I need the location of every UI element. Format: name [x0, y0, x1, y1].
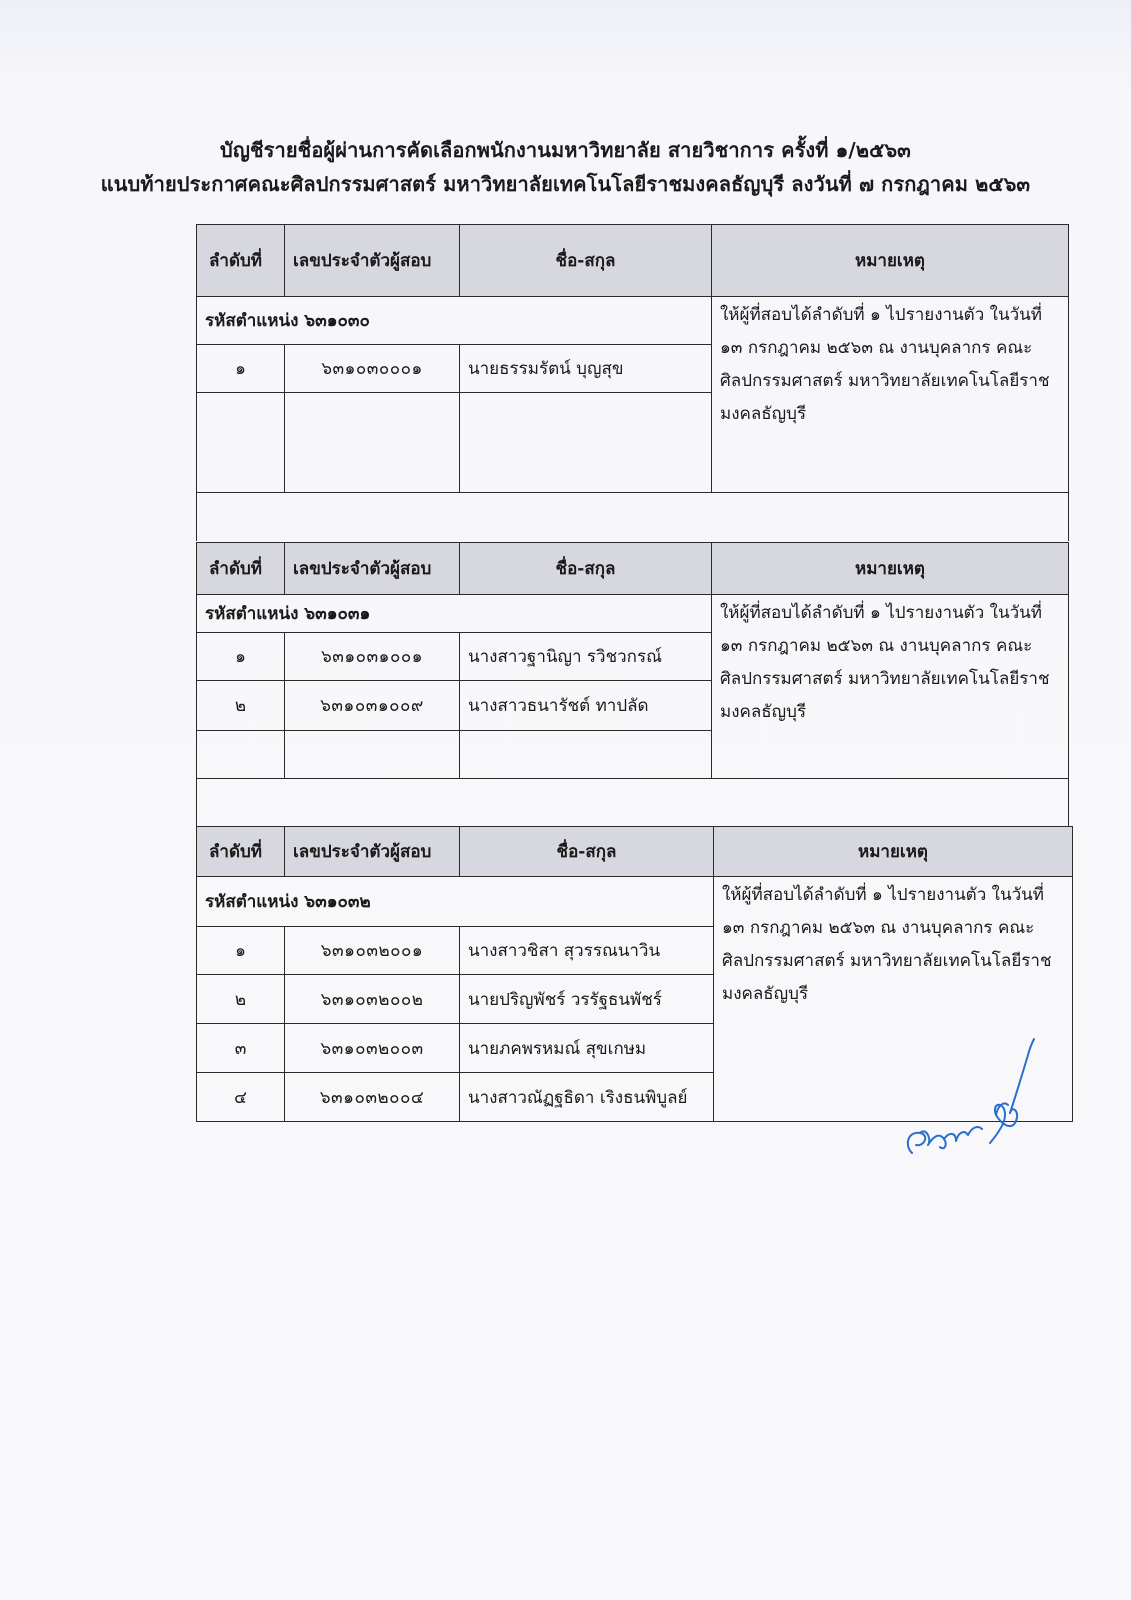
column-header-remark: หมายเหตุ: [712, 225, 1069, 297]
document-title: บัญชีรายชื่อผู้ผ่านการคัดเลือกพนักงานมหาวิทยาลัย สายวิชาการ ครั้งที่ ๑/๒๕๖๓: [220, 138, 911, 162]
candidate-name: นายปริญพัชร์ วรรัฐธนพัชร์: [460, 975, 714, 1024]
column-header-id: เลขประจำตัวผู้สอบ: [285, 543, 460, 595]
candidate-name: นางสาวณัฏฐธิดา เริงธนพิบูลย์: [460, 1073, 714, 1122]
column-header-remark: หมายเหตุ: [714, 827, 1073, 877]
results-table-2: [196, 542, 1069, 827]
candidate-name: นายภคพรหมณ์ สุขเกษม: [460, 1024, 714, 1073]
table-header-row: [197, 543, 1069, 595]
position-code-row: รหัสตำแหน่ง ๖๓๑๐๓๑: [197, 595, 712, 633]
candidate-id: ๖๓๑๐๓๒๐๐๒: [285, 975, 460, 1024]
row-number: ๑: [197, 345, 285, 393]
row-number: ๒: [197, 681, 285, 731]
column-header-no: ลำดับที่: [197, 543, 285, 595]
row-number: ๑: [197, 927, 285, 975]
candidate-id: ๖๓๑๐๓๒๐๐๑: [285, 927, 460, 975]
position-code-row: รหัสตำแหน่ง ๖๓๑๐๓๒: [197, 877, 714, 927]
candidate-name: นายธรรมรัตน์ บุญสุข: [460, 345, 712, 393]
column-header-name: ชื่อ-สกุล: [460, 827, 714, 877]
table-header-row: [197, 225, 1069, 297]
column-header-name: ชื่อ-สกุล: [460, 543, 712, 595]
candidate-name: นางสาวชิสา สุวรรณนาวิน: [460, 927, 714, 975]
candidate-id: ๖๓๑๐๓๑๐๐๙: [285, 681, 460, 731]
remark-cell: ให้ผู้ที่สอบได้ลำดับที่ ๑ ไปรายงานตัว ในวันที่ ๑๓ กรกฎาคม ๒๕๖๓ ณ งานบุคลากร คณะศิลปกรรมศาสตร์ มหาวิทยาลัยเทคโนโลยีราชมงคลธัญบุรี: [714, 877, 1073, 1122]
row-number: ๔: [197, 1073, 285, 1122]
document-subtitle: แนบท้ายประกาศคณะศิลปกรรมศาสตร์ มหาวิทยาลัยเทคโนโลยีราชมงคลธัญบุรี ลงวันที่ ๗ กรกฎาคม ๒๕๖๓: [100, 172, 1031, 196]
column-header-id: เลขประจำตัวผู้สอบ: [285, 225, 460, 297]
handwritten-signature: [900, 1035, 1040, 1165]
candidate-id: ๖๓๑๐๓๐๐๐๑: [285, 345, 460, 393]
candidate-name: นางสาวธนารัชต์ ทาปลัด: [460, 681, 712, 731]
spacer-row: [197, 779, 1069, 827]
spacer-row: [197, 493, 1069, 541]
position-code-row: รหัสตำแหน่ง ๖๓๑๐๓๐: [197, 297, 712, 345]
results-table-1: [196, 224, 1069, 541]
row-number: ๒: [197, 975, 285, 1024]
column-header-name: ชื่อ-สกุล: [460, 225, 712, 297]
candidate-id: ๖๓๑๐๓๑๐๐๑: [285, 633, 460, 681]
column-header-remark: หมายเหตุ: [712, 543, 1069, 595]
remark-cell: ให้ผู้ที่สอบได้ลำดับที่ ๑ ไปรายงานตัว ในวันที่ ๑๓ กรกฎาคม ๒๕๖๓ ณ งานบุคลากร คณะศิลปกรรมศาสตร์ มหาวิทยาลัยเทคโนโลยีราชมงคลธัญบุรี: [712, 297, 1069, 493]
candidate-id: ๖๓๑๐๓๒๐๐๔: [285, 1073, 460, 1122]
candidate-id: ๖๓๑๐๓๒๐๐๓: [285, 1024, 460, 1073]
row-number: ๑: [197, 633, 285, 681]
candidate-name: นางสาวฐานิญา รวิชวกรณ์: [460, 633, 712, 681]
row-number: ๓: [197, 1024, 285, 1073]
table-header-row: [197, 827, 1073, 877]
remark-cell: ให้ผู้ที่สอบได้ลำดับที่ ๑ ไปรายงานตัว ในวันที่ ๑๓ กรกฎาคม ๒๕๖๓ ณ งานบุคลากร คณะศิลปกรรมศาสตร์ มหาวิทยาลัยเทคโนโลยีราชมงคลธัญบุรี: [712, 595, 1069, 779]
column-header-id: เลขประจำตัวผู้สอบ: [285, 827, 460, 877]
column-header-no: ลำดับที่: [197, 225, 285, 297]
column-header-no: ลำดับที่: [197, 827, 285, 877]
